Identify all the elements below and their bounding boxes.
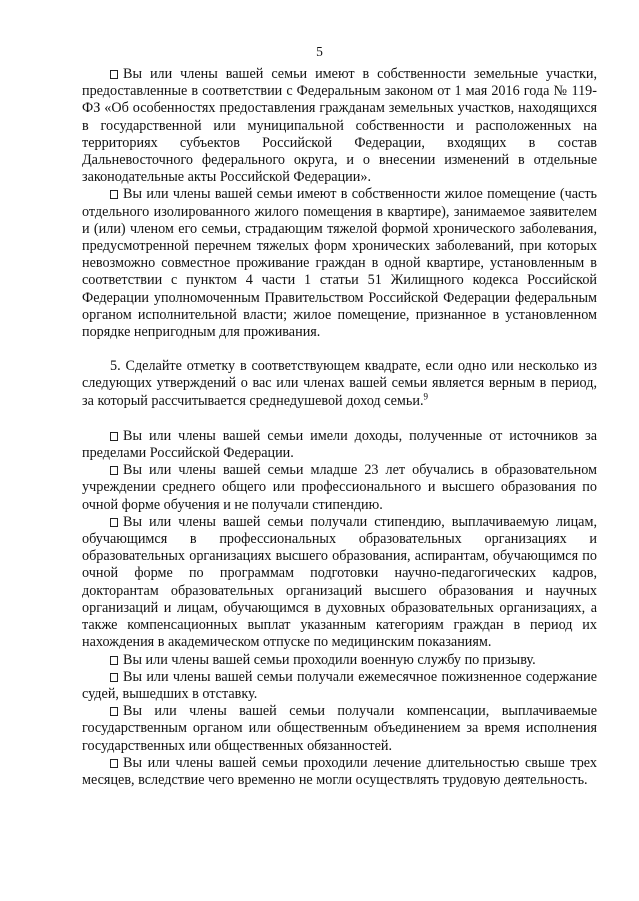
spacer xyxy=(82,410,597,428)
paragraph-text: Вы или члены вашей семьи имеют в собственности земельные участки, предоставленные в соответствии с Федеральным законом от 1 мая 2016 года № 119-ФЗ «Об особенностях предоставления гражданам земельных участков, находящихся в государственной или муниципальной собственности и расположенных на территориях субъектов Российской Федерации, входящих в состав Дальневосточного федерального округа, и о внесении изменений в отдельные законодательные акты Российской Федерации». xyxy=(82,66,597,186)
checkbox-stipend[interactable] xyxy=(110,518,118,527)
paragraph-text: Вы или члены вашей семьи имеют в собственности жилое помещение (часть отдельного изолированного жилого помещения в квартире), занимаемое заявителем и (или) членом его семьи, страдающим тяжелой формой хронического заболевания, предусмотренной перечнем тяжелых форм хронических заболеваний, при которых невозможно совместное проживание граждан в одной квартире, установленным в соответствии с пунктом 4 части 1 статьи 51 Жилищного кодекса Российской Федерации уполномоченным Правительством Российской Федерации федеральным органом исполнительной власти; жилое помещение, признанное в установленном порядке непригодным для проживания. xyxy=(82,186,597,341)
checkbox-land-plots[interactable] xyxy=(110,70,118,79)
paragraph-housing xyxy=(82,186,597,341)
document-body xyxy=(82,66,597,789)
section-5-text: 5. Сделайте отметку в соответствующем квадрате, если одно или несколько из следующих утверждений о вас или членах вашей семьи является верным в период, за который рассчитывается среднедушевой доход семьи. xyxy=(82,358,597,409)
paragraph-stipend xyxy=(82,514,597,652)
paragraph-text: Вы или члены вашей семьи получали стипендию, выплачиваемую лицам, обучающимся в профессиональных образовательных организациях и образовательных организациях высшего образования, аспирантам, обучающимся по очной форме по программам подготовки научно-педагогических кадров, докторантам образовательных организаций высшего образования и научных организаций и лицам, обучающимся в духовных образовательных организациях, а также компенсационных выплат указанным категориям граждан в период их нахождения в академическом отпуске по медицинским показаниям. xyxy=(82,513,597,651)
checkbox-public-duties-compensation[interactable] xyxy=(110,707,118,716)
paragraph-foreign-income xyxy=(82,428,597,462)
spacer xyxy=(82,341,597,358)
section-5-instruction xyxy=(82,358,597,410)
paragraph-students-under-23 xyxy=(82,462,597,514)
checkbox-housing[interactable] xyxy=(110,190,118,199)
footnote-marker: 9 xyxy=(423,390,429,401)
checkbox-long-treatment[interactable] xyxy=(110,759,118,768)
paragraph-text: Вы или члены вашей семьи имели доходы, полученные от источников за пределами Российской Федерации. xyxy=(82,427,597,462)
paragraph-text: Вы или члены вашей семьи получали ежемесячное пожизненное содержание судей, вышедших в отставку. xyxy=(82,668,597,702)
checkbox-military-service[interactable] xyxy=(110,656,118,665)
paragraph-land-plots xyxy=(82,66,597,186)
paragraph-text: Вы или члены вашей семьи получали компенсации, выплачиваемые государственным органом или общественным объединением за время исполнения государственных или общественных обязанностей. xyxy=(82,703,597,754)
paragraph-text: Вы или члены вашей семьи младше 23 лет обучались в образовательном учреждении среднего общего или профессионального и высшего образования по очной форме обучения и не получали стипендию. xyxy=(82,462,597,513)
paragraph-text: Вы или члены вашей семьи проходили лечение длительностью свыше трех месяцев, вследствие чего временно не могли осуществлять трудовую деятельность. xyxy=(82,754,597,788)
checkbox-students-under-23[interactable] xyxy=(110,466,118,475)
checkbox-foreign-income[interactable] xyxy=(110,432,118,441)
paragraph-judges-allowance xyxy=(82,669,597,703)
checkbox-judges-allowance[interactable] xyxy=(110,673,118,682)
paragraph-text: Вы или члены вашей семьи проходили военную службу по призыву. xyxy=(123,651,536,668)
paragraph-military-service xyxy=(82,652,597,669)
paragraph-long-treatment xyxy=(82,755,597,789)
paragraph-public-duties-compensation xyxy=(82,703,597,755)
page-number: 5 xyxy=(316,44,323,59)
